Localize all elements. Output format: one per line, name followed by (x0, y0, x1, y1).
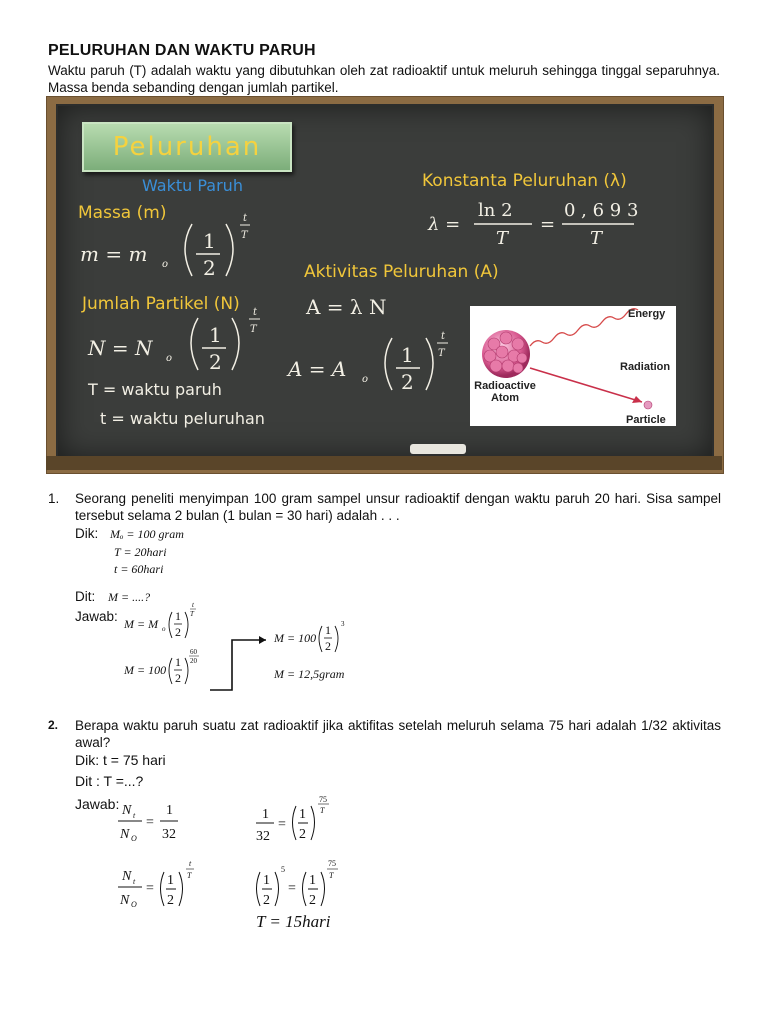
svg-text:1: 1 (401, 343, 414, 367)
svg-text:1: 1 (309, 873, 316, 888)
svg-text:t: t (253, 307, 258, 318)
nucleus-icon (482, 330, 530, 378)
svg-text:1: 1 (263, 873, 270, 888)
svg-text:t: t (243, 213, 248, 224)
svg-text:32: 32 (256, 829, 270, 844)
board-jumlah-partikel: Jumlah Partikel (N) (82, 294, 240, 314)
svg-text:5: 5 (281, 865, 285, 874)
problem1-result: M = 12,5gram (274, 667, 345, 681)
svg-text:1: 1 (325, 623, 331, 637)
svg-text:2: 2 (175, 671, 181, 685)
svg-text:0 , 6 9 3: 0 , 6 9 3 (564, 200, 639, 221)
svg-text:T: T (187, 871, 192, 880)
svg-text:M = M: M = M (124, 617, 159, 631)
svg-text:1: 1 (175, 609, 181, 623)
svg-text:2: 2 (325, 639, 331, 653)
problem1-number: 1. (48, 491, 60, 506)
energy-wave-icon (530, 309, 638, 346)
particle-icon (644, 401, 652, 409)
svg-text:O: O (131, 834, 137, 843)
svg-text:2: 2 (263, 893, 270, 908)
problem1-text: Seorang peneliti menyimpan 100 gram sampel unsur radioaktif dengan waktu paruh 20 hari. Sisa sampel tersebut selama 2 bulan (1 bulan = 30 hari) adalah . . . (75, 491, 721, 523)
problem2-text: Berapa waktu paruh suatu zat radioaktif jika aktifitas setelah meluruh selama 75 hari adalah 1/32 aktivitas awal? (75, 718, 721, 750)
svg-text:t: t (189, 859, 192, 868)
problem2-dit: Dit : T =...? (75, 773, 144, 789)
board-title: Peluruhan (82, 122, 292, 172)
svg-text:o: o (166, 353, 173, 364)
svg-text:2: 2 (167, 893, 174, 908)
board-aktivitas: Aktivitas Peluruhan (A) (304, 262, 499, 282)
svg-text:75: 75 (328, 859, 336, 868)
svg-text:T: T (320, 806, 325, 815)
svg-text:T: T (241, 230, 248, 241)
chalkboard-ledge (46, 456, 722, 470)
svg-text:1: 1 (203, 229, 216, 253)
svg-text:M = 100: M = 100 (274, 631, 317, 645)
svg-text:o: o (162, 625, 166, 633)
svg-text:o: o (362, 374, 369, 385)
problem2-working (110, 792, 370, 912)
radioactive-atom-panel (470, 306, 676, 426)
svg-text:t: t (133, 877, 136, 886)
label-radioactive-atom: Radioactive Atom (474, 380, 536, 404)
problem1-dik-t: t = 60hari (114, 562, 164, 576)
label-particle: Particle (626, 414, 666, 426)
svg-text:T: T (190, 610, 194, 618)
problem1-dik-label: Dik: (75, 526, 99, 541)
problem2-result: T = 15hari (256, 912, 331, 931)
svg-text:T: T (250, 324, 257, 335)
svg-text:T: T (496, 228, 509, 249)
label-energy: Energy (628, 308, 666, 320)
svg-text:t: t (192, 601, 194, 609)
problem1-jawab-label: Jawab: (75, 609, 118, 624)
svg-text:t: t (133, 811, 136, 820)
svg-text:2: 2 (309, 893, 316, 908)
svg-text:=: = (540, 214, 556, 235)
svg-text:λ =: λ = (428, 214, 461, 235)
svg-text:2: 2 (209, 350, 222, 374)
problem1-dit-label: Dit: (75, 589, 96, 604)
svg-text:1: 1 (175, 655, 181, 669)
svg-text:2: 2 (175, 625, 181, 639)
problem2-jawab-label: Jawab: (75, 796, 120, 812)
svg-text:3: 3 (341, 620, 345, 628)
problem1-dik-mo: Mₒ = 100 gram (110, 527, 184, 541)
svg-text:A = λ N: A = λ N (306, 295, 387, 319)
svg-text:2: 2 (401, 370, 414, 394)
problem1-dit-value: M = ....? (108, 590, 151, 604)
problem2-number: 2. (48, 718, 59, 732)
svg-text:32: 32 (162, 827, 176, 842)
problem2-dik: Dik: t = 75 hari (75, 752, 166, 768)
svg-text:=: = (288, 881, 296, 896)
board-t-note: t = waktu peluruhan (100, 409, 265, 428)
svg-text:m = m: m = m (80, 242, 148, 266)
svg-text:T: T (590, 228, 603, 249)
svg-text:M = 100: M = 100 (124, 663, 167, 677)
svg-text:1: 1 (299, 807, 306, 822)
svg-text:ln 2: ln 2 (478, 200, 513, 221)
svg-text:N: N (120, 893, 130, 908)
intro-paragraph: Waktu paruh (T) adalah waktu yang dibutuhkan oleh zat radioaktif untuk meluruh sehingga tinggal separuhnya. Massa benda sebanding dengan jumlah partikel. (48, 63, 720, 95)
problem1-dik-T: T = 20hari (114, 545, 167, 559)
svg-text:N: N (122, 869, 132, 884)
svg-text:t: t (441, 331, 446, 342)
svg-text:N: N (122, 803, 132, 818)
board-T-note: T = waktu paruh (88, 380, 222, 399)
svg-text:o: o (162, 259, 169, 270)
svg-text:N = N: N = N (88, 336, 153, 360)
svg-text:O: O (131, 900, 137, 909)
radiation-arrow-icon (530, 368, 642, 402)
svg-text:60: 60 (190, 648, 197, 656)
svg-text:20: 20 (190, 657, 197, 665)
board-waktu-paruh: Waktu Paruh (142, 176, 243, 195)
svg-text:T: T (438, 348, 445, 359)
svg-text:=: = (146, 881, 154, 896)
board-massa: Massa (m) (78, 203, 167, 223)
svg-text:75: 75 (319, 795, 327, 804)
svg-text:=: = (278, 817, 286, 832)
svg-text:1: 1 (167, 873, 174, 888)
svg-text:=: = (146, 815, 154, 830)
svg-text:T: T (329, 871, 334, 880)
svg-text:1: 1 (262, 807, 269, 822)
svg-text:N: N (120, 827, 130, 842)
svg-text:A = A: A = A (288, 357, 347, 381)
svg-text:1: 1 (209, 323, 222, 347)
svg-text:2: 2 (203, 256, 216, 280)
svg-text:1: 1 (166, 803, 173, 818)
page-title: PELURUHAN DAN WAKTU PARUH (48, 42, 316, 59)
board-konstanta: Konstanta Peluruhan (λ) (422, 171, 627, 191)
svg-text:2: 2 (299, 827, 306, 842)
label-radiation: Radiation (620, 361, 671, 373)
